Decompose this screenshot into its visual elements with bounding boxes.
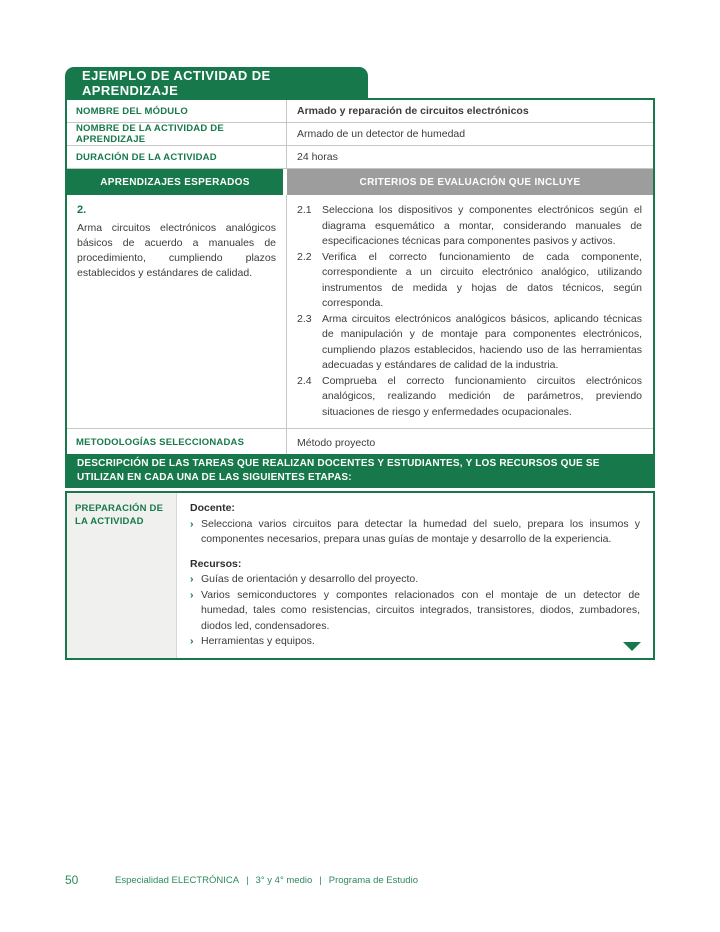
evaluation-criteria-header: CRITERIOS DE EVALUACIÓN QUE INCLUYE [287, 169, 653, 195]
table-row-activity-name [67, 123, 653, 146]
activity-name-label: NOMBRE DE LA ACTIVIDAD DE APRENDIZAJE [67, 123, 287, 145]
duration-label: DURACIÓN DE LA ACTIVIDAD [67, 146, 287, 168]
criterion-number: 2.1 [297, 204, 312, 216]
bullet-icon: › [190, 635, 194, 647]
activity-name-value: Armado de un detector de humedad [297, 128, 466, 140]
footer-separator: | [319, 874, 322, 886]
criterion-item [297, 203, 642, 250]
activity-info-table [65, 98, 655, 458]
docente-heading: Docente: [190, 502, 235, 514]
criterion-item [297, 374, 642, 421]
expected-learning-text: Arma circuitos electrónicos analógicos básicos de acuerdo a manuales de procedimiento, cumpliendo plazos establecidos y estándares de calidad. [77, 222, 276, 279]
table-row-methodology [67, 429, 653, 456]
criterion-number: 2.3 [297, 312, 312, 325]
learning-body-row [67, 195, 653, 429]
footer-grade: 3° y 4° medio [255, 874, 313, 886]
preparation-label: PREPARACIÓN DE LA ACTIVIDAD [67, 493, 177, 658]
list-item [190, 572, 640, 588]
recursos-item-text: Guías de orientación y desarrollo del proyecto. [201, 573, 419, 585]
preparation-content [177, 493, 653, 658]
methodology-label: METODOLOGÍAS SELECCIONADAS [67, 429, 287, 456]
criterion-text: Comprueba el correcto funcionamiento circuitos electrónicos analógicos, realizando medición de parámetros, previendo situaciones de riesgo y enfermedades ocupacionales. [322, 374, 642, 418]
module-name-label: NOMBRE DEL MÓDULO [67, 100, 287, 122]
tasks-description-banner [65, 454, 655, 488]
criterion-item [297, 250, 642, 312]
criterion-number: 2.4 [297, 374, 312, 387]
criterion-number: 2.2 [297, 250, 312, 263]
list-item [190, 517, 640, 548]
docente-item-text: Selecciona varios circuitos para detectar la humedad del suelo, prepara los insumos y componentes necesarios, prepara unas guías de montaje y desarrollo de la experiencia. [201, 517, 640, 545]
table-row-module [67, 100, 653, 123]
footer-specialty: Especialidad ELECTRÓNICA [115, 874, 240, 886]
table-header-row [67, 169, 653, 195]
recursos-heading: Recursos: [190, 557, 242, 570]
activity-example-badge [65, 67, 368, 98]
criterion-item [297, 312, 642, 374]
duration-value: 24 horas [297, 151, 338, 163]
recursos-item-text: Herramientas y equipos. [201, 635, 315, 647]
bullet-icon: › [190, 588, 194, 601]
badge-title: EJEMPLO DE ACTIVIDAD DE APRENDIZAJE [82, 67, 271, 98]
footer-separator: | [246, 874, 249, 886]
criterion-text: Verifica el correcto funcionamiento de cada componente, correspondiente a un circuito electrónico analógico, utilizando instrumentos de medida y hojas de datos técnicos, según corresponda. [322, 250, 642, 309]
expected-learning-number: 2. [77, 204, 87, 216]
bullet-icon: › [190, 573, 194, 585]
criterion-text: Arma circuitos electrónicos analógicos básicos, aplicando técnicas de manipulación y de montaje para componentes electrónicos, cumpliendo plazos establecidos, haciendo uso de las herramientas adecuadas y estándares de calidad de la industria. [322, 312, 642, 371]
evaluation-criteria-cell [287, 195, 653, 428]
footer-breadcrumb [115, 875, 418, 886]
criterion-text: Selecciona los dispositivos y componentes electrónicos según el diagrama esquemático a montar, considerando manuales de especificaciones técnicas para componentes pasivos y activos. [322, 204, 642, 247]
page-number: 50 [65, 873, 79, 887]
preparation-section [65, 491, 655, 660]
expected-learning-header: APRENDIZAJES ESPERADOS [67, 169, 287, 195]
module-name-value: Armado y reparación de circuitos electrónicos [297, 105, 529, 117]
bullet-icon: › [190, 517, 194, 530]
methodology-value: Método proyecto [297, 436, 376, 449]
recursos-item-text: Varios semiconductores y compontes relacionados con el montaje de un detector de humedad, tales como resistencias, circuitos integrados, transistores, diodos, zumbadores, diodos led, condensadores. [201, 588, 640, 632]
list-item [190, 634, 640, 650]
continuation-arrow-icon [623, 642, 641, 651]
footer-program: Programa de Estudio [328, 874, 418, 886]
page-footer [65, 872, 655, 888]
table-row-duration [67, 146, 653, 169]
expected-learning-cell [67, 195, 287, 428]
tasks-description-text: DESCRIPCIÓN DE LAS TAREAS QUE REALIZAN DOCENTES Y ESTUDIANTES, Y LOS RECURSOS QUE SE UTILIZAN EN CADA UNA DE LAS SIGUIENTES ETAPAS: [77, 458, 600, 483]
list-item [190, 588, 640, 635]
